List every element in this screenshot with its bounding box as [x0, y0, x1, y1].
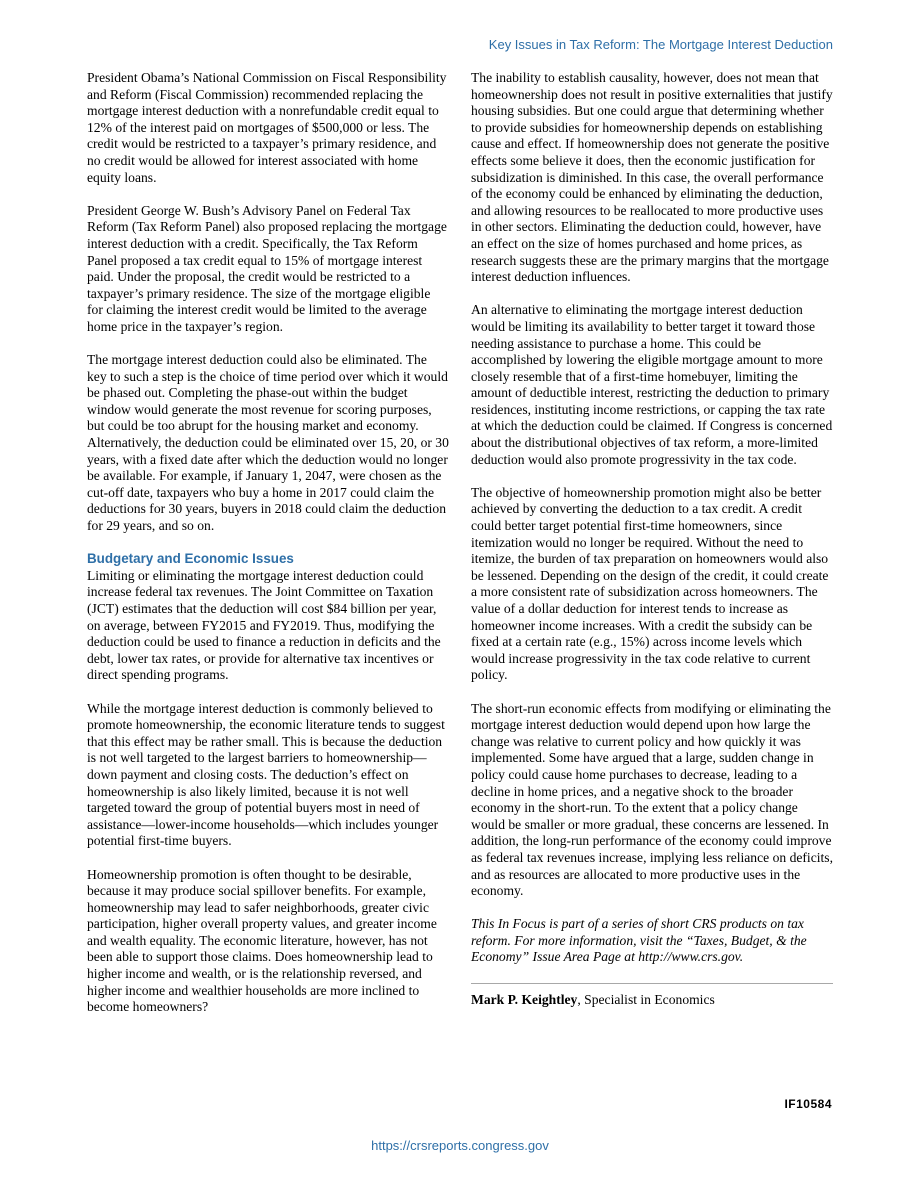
paragraph-elimination: The mortgage interest deduction could also be eliminated. The key to such a step is the choice of time period over which it would be phased out. Completing the phase-out within the budget window would generate the most revenue for scoring purposes, but could be too abrupt for the housing market and economy. Alternatively, the deduction could be eliminated over 15, 20, or 30 years, with a fixed date after which the deduction would no longer be available. For example, if January 1, 2047, were chosen as the cut-off date, taxpayers who buy a home in 2017 could claim the deductions for 30 years, buyers in 2018 could claim the deduction for 29 years, and so on.	[87, 352, 449, 534]
paragraph-causality: The inability to establish causality, however, does not mean that homeownership does not result in positive externalities that justify housing subsidies. But one could argue that determining whether to provide subsidies for homeownership depends on establishing cause and effect. If homeownership does not generate the positive effects some believe it does, then the economic justification for subsidization is diminished. In this case, the overall performance of the economy could be enhanced by eliminating the deduction, and allowing resources to be reallocated to more productive uses in other sectors. Eliminating the deduction could, however, have an effect on the size of homes purchased and home prices, as research suggests these are the primary margins that the mortgage interest deduction influences.	[471, 70, 833, 285]
author-divider	[471, 983, 833, 984]
paragraph-limiting-availability: An alternative to eliminating the mortgage interest deduction would be limiting its availability to better target it toward those needing assistance to purchase a home. This could be accomplished by lowering the eligible mortgage amount to more closely resemble that of a first-time homebuyer, limiting the amount of deductible interest, restricting the deduction to primary residences, instituting income restrictions, or capping the tax rate at which the deduction could be claimed. If Congress is concerned about the distributional objectives of tax reform, a more-limited deduction would also promote progressivity in the tax code.	[471, 302, 833, 467]
left-column	[87, 70, 449, 1032]
paragraph-federal-revenues: Limiting or eliminating the mortgage interest deduction could increase federal tax revenues. The Joint Committee on Taxation (JCT) estimates that the deduction will cost $84 billion per year, on average, between FY2015 and FY2019. Thus, modifying the deduction could be used to finance a reduction in deficits and the debt, lower tax rates, or provide for alternative tax incentives or direct spending programs.	[87, 567, 441, 683]
paragraph-tax-credit: The objective of homeownership promotion might also be better achieved by converting the deduction to a tax credit. A credit could better target potential first-time homeowners, since itemization would no longer be required. Without the need to itemize, the burden of tax preparation on homeowners would also be lessened. Depending on the design of the credit, it could create a more consistent rate of subsidization across homeowners. The value of a dollar deduction for interest tends to increase as homeowner income increases. With a credit the subsidy can be fixed at a certain rate (e.g., 15%) across income levels which would increase progressivity in the tax code relative to current policy.	[471, 484, 829, 683]
author-line	[471, 992, 833, 1009]
section-heading-budgetary: Budgetary and Economic Issues	[87, 551, 294, 567]
paragraph-spillover-benefits: Homeownership promotion is often thought to be desirable, because it may produce social spillover benefits. For example, homeownership may lead to safer neighborhoods, greater civic participation, higher overall property values, and greater income and wealth equality. The economic literature, however, has not been able to support those claims. Does homeownership lead to higher income and wealth, or is the relationship reversed, and higher income and wealthier households are more inclined to become homeowners?	[87, 866, 437, 1015]
paragraph-tax-reform-panel: President George W. Bush’s Advisory Panel on Federal Tax Reform (Tax Reform Panel) also proposed replacing the mortgage interest deduction with a credit. Specifically, the Tax Reform Panel proposed a tax credit equal to 15% of mortgage interest paid. Under the proposal, the credit would be restricted to a taxpayer’s primary residence. The size of the mortgage eligible for claiming the interest credit would be limited to the average home price in the taxpayer’s region.	[87, 202, 447, 334]
author-name: Mark P. Keightley	[471, 991, 578, 1007]
product-id: IF10584	[784, 1097, 832, 1111]
paragraph-short-run-effects: The short-run economic effects from modifying or eliminating the mortgage interest deduction would depend upon how large the change was relative to current policy and how quickly it was implemented. Some have argued that a large, sudden change in policy could cause home purchases to decrease, leading to a decline in home prices, and a negative shock to the broader economy in the short-run. To the extent that a policy change would be smaller or more gradual, these concerns are lessened. In addition, the long-run performance of the economy could improve as federal tax revenues increase, implying less reliance on deficits, and as resources are allocated to more productive uses in the economy.	[471, 700, 833, 899]
right-column	[471, 70, 833, 1025]
footer-link[interactable]: https://crsreports.congress.gov	[371, 1138, 549, 1153]
closing-note: This In Focus is part of a series of short CRS products on tax reform. For more information, visit the “Taxes, Budget, & the Economy” Issue Area Page at http://www.crs.gov.	[471, 916, 807, 965]
paragraph-homeownership-effect: While the mortgage interest deduction is commonly believed to promote homeownership, the economic literature tends to suggest that this effect may be rather small. This is because the deduction is not well targeted to the largest barriers to homeownership—down payment and closing costs. The deduction’s effect on homeownership is also likely limited, because it is not well targeted toward the group of potential buyers most in need of assistance—lower-income households—which includes younger potential first-time buyers.	[87, 700, 445, 849]
running-header-title: Key Issues in Tax Reform: The Mortgage Interest Deduction	[488, 37, 833, 52]
paragraph-fiscal-commission: President Obama’s National Commission on Fiscal Responsibility and Reform (Fiscal Commission) recommended replacing the mortgage interest deduction with a nonrefundable credit equal to 12% of the interest paid on mortgages of $500,000 or less. The credit would be restricted to a taxpayer’s primary residence, and no credit would be allowed for interest associated with home equity loans.	[87, 70, 447, 185]
author-title: , Specialist in Economics	[577, 991, 715, 1007]
